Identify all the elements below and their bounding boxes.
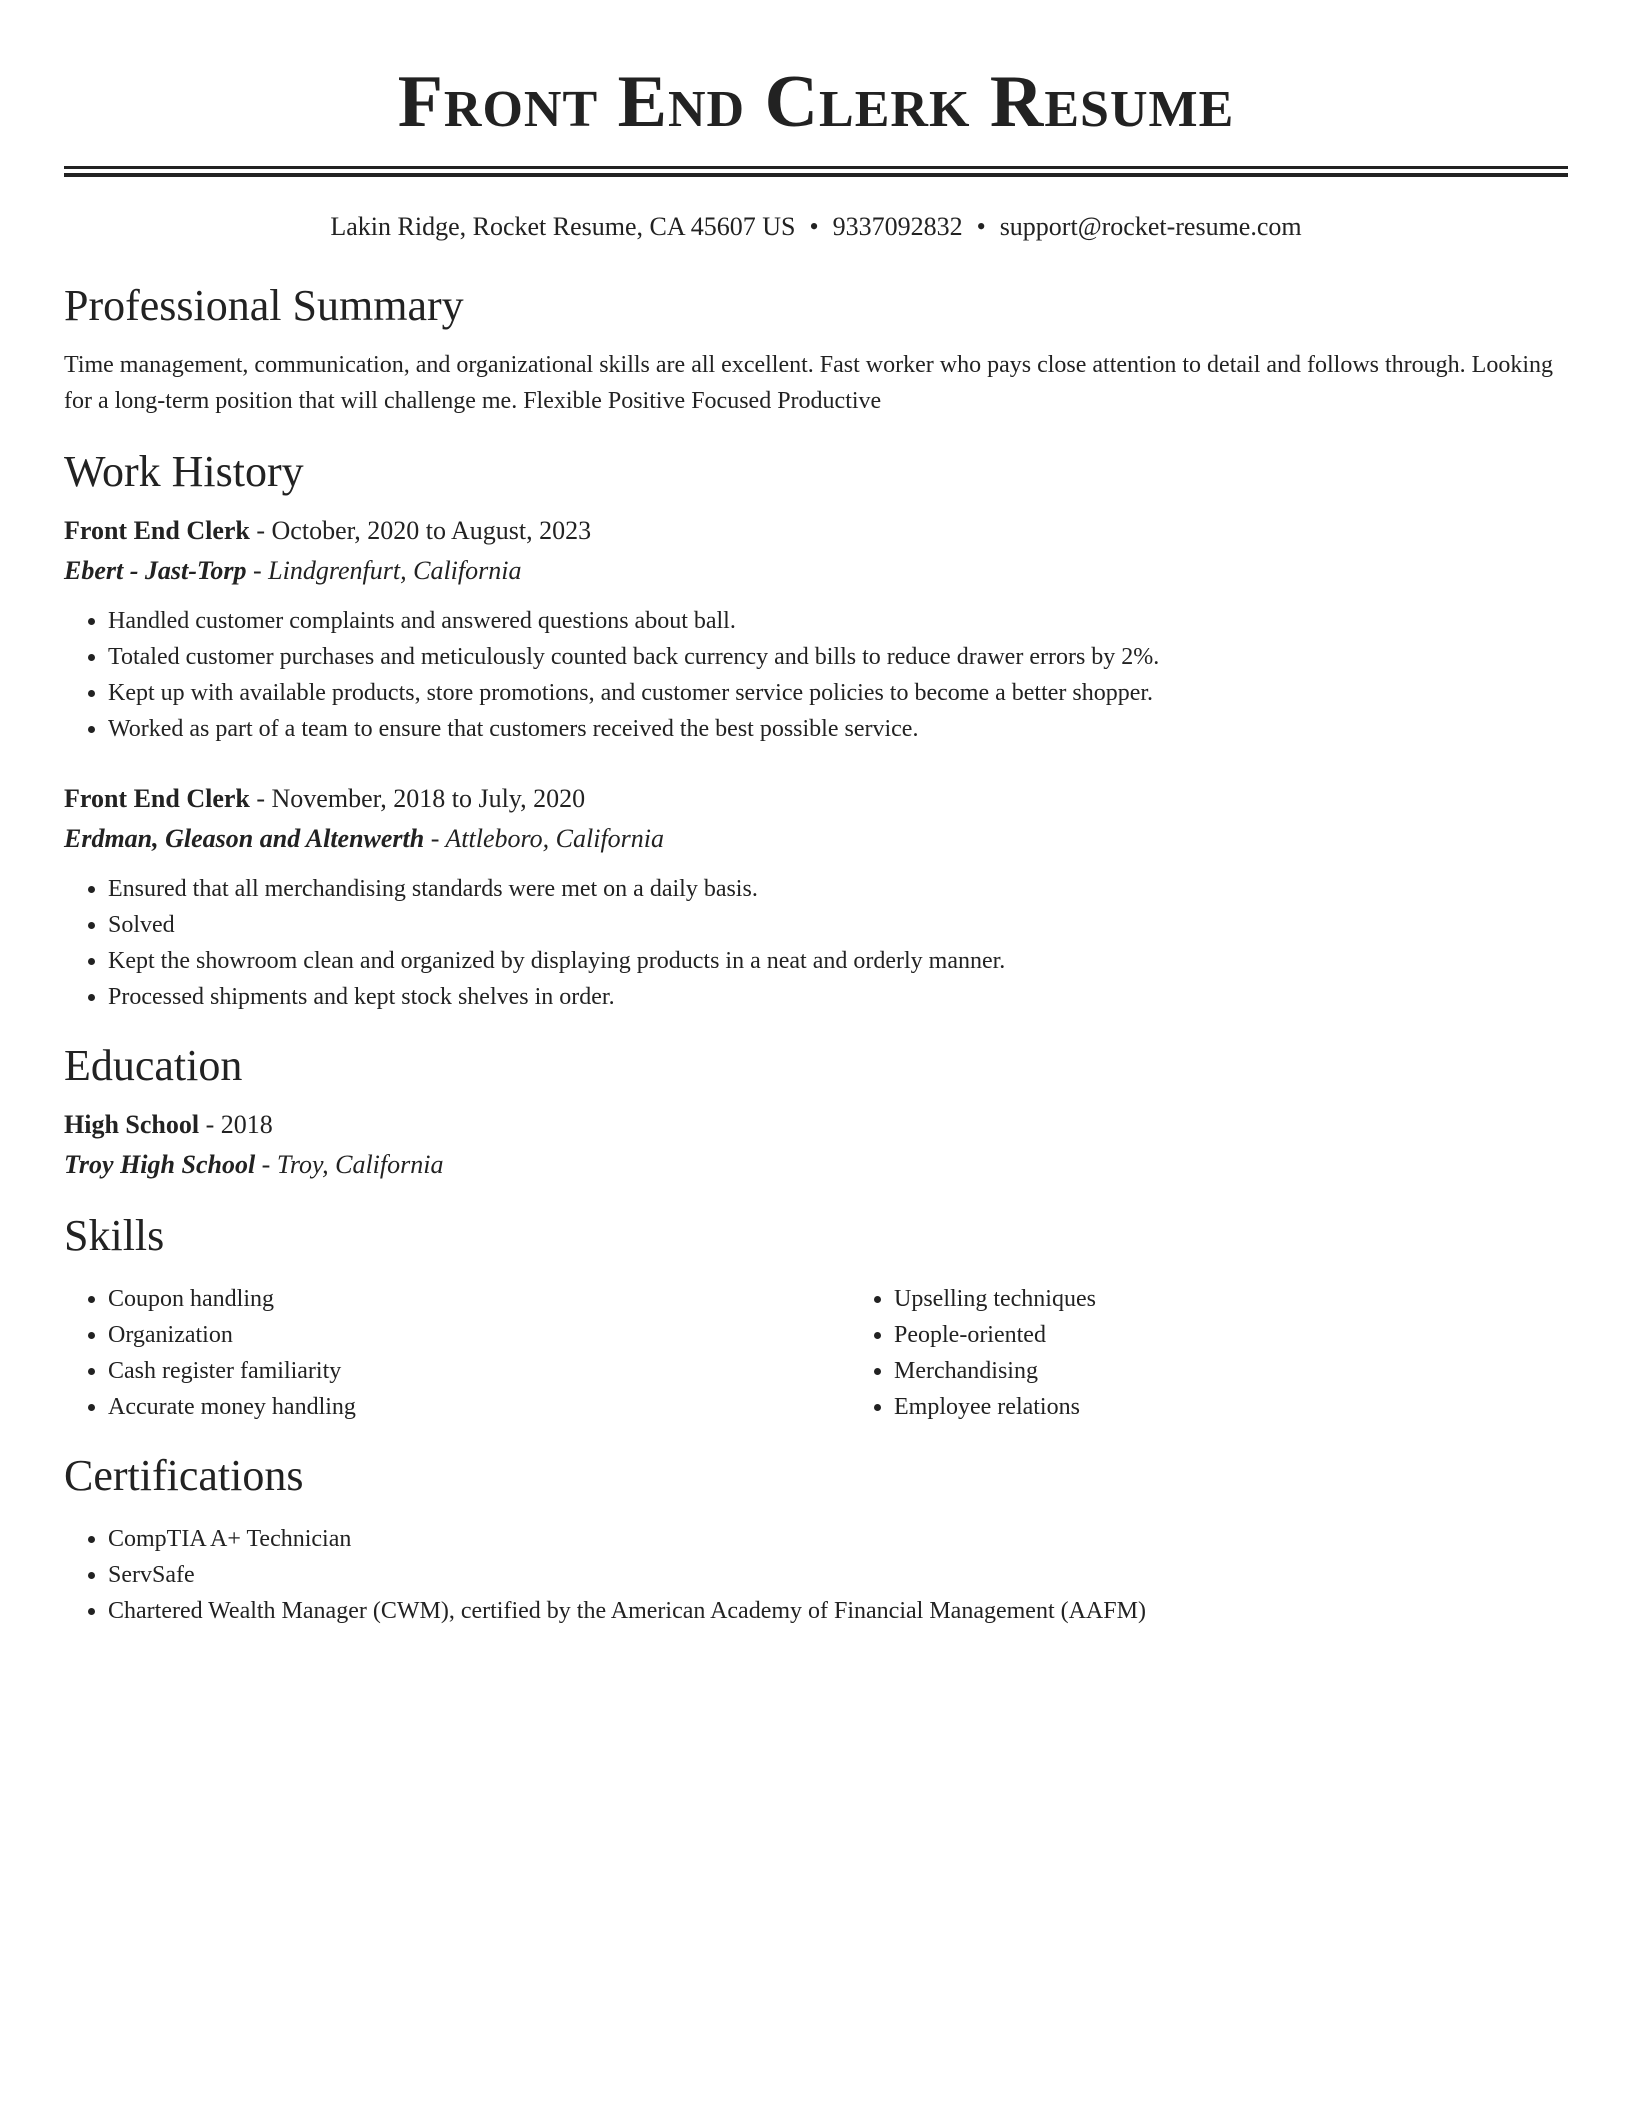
certification-item: • Chartered Wealth Manager (CWM), certified by the American Academy of Financial Management (AAFM) bbox=[108, 1593, 1568, 1629]
certifications-list bbox=[64, 1521, 1568, 1629]
job-entry bbox=[64, 511, 1568, 747]
skills-heading: Skills bbox=[64, 1211, 165, 1260]
contact-address: Lakin Ridge, Rocket Resume, CA 45607 US bbox=[330, 212, 796, 241]
contact-email: support@rocket-resume.com bbox=[999, 212, 1302, 241]
job-header bbox=[64, 511, 1568, 551]
skill-item: • Coupon handling bbox=[108, 1281, 850, 1317]
education-entry bbox=[64, 1105, 1568, 1185]
skill-item: • Accurate money handling bbox=[108, 1389, 850, 1425]
job-entry bbox=[64, 779, 1568, 1015]
education-school: Troy High School bbox=[64, 1150, 256, 1179]
job-location: - Lindgrenfurt, California bbox=[246, 556, 522, 585]
certification-item: • CompTIA A+ Technician bbox=[108, 1521, 1568, 1557]
skill-item: • Organization bbox=[108, 1317, 850, 1353]
contact-separator: • bbox=[976, 212, 986, 241]
job-duty: • Totaled customer purchases and meticulously counted back currency and bills to reduce drawer errors by 2%. bbox=[108, 639, 1568, 675]
skill-item: • Merchandising bbox=[894, 1353, 1568, 1389]
contact-line bbox=[64, 211, 1568, 243]
job-company: Erdman, Gleason and Altenwerth bbox=[64, 824, 425, 853]
contact-separator: • bbox=[809, 212, 819, 241]
job-employer bbox=[64, 819, 1568, 859]
skill-item: • Upselling techniques bbox=[894, 1281, 1568, 1317]
job-company: Ebert - Jast-Torp bbox=[64, 556, 247, 585]
job-duty: • Processed shipments and kept stock shelves in order. bbox=[108, 979, 1568, 1015]
job-employer bbox=[64, 551, 1568, 591]
skill-item: • Employee relations bbox=[894, 1389, 1568, 1425]
skill-item: • People-oriented bbox=[894, 1317, 1568, 1353]
job-duty: • Handled customer complaints and answered questions about ball. bbox=[108, 603, 1568, 639]
skill-item: • Cash register familiarity bbox=[108, 1353, 850, 1389]
education-year: - 2018 bbox=[199, 1110, 273, 1139]
certifications-heading: Certifications bbox=[64, 1451, 304, 1500]
summary-text: Time management, communication, and organizational skills are all excellent. Fast worker who pays close attention to detail and follows through. Looking for a long-term position that will challenge me. Flexible Positive Focused Productive bbox=[64, 352, 1553, 414]
resume-title: Front End Clerk Resume bbox=[397, 61, 1235, 143]
job-duty: • Kept the showroom clean and organized by displaying products in a neat and orderly manner. bbox=[108, 943, 1568, 979]
job-location: - Attleboro, California bbox=[424, 824, 665, 853]
skills-list-left bbox=[64, 1281, 850, 1425]
certifications-section bbox=[64, 1449, 1568, 1629]
work-history-heading: Work History bbox=[64, 447, 304, 496]
education-degree: High School bbox=[64, 1110, 200, 1139]
summary-heading: Professional Summary bbox=[64, 281, 464, 330]
job-title: Front End Clerk bbox=[64, 516, 250, 545]
skills-grid bbox=[64, 1281, 1568, 1425]
job-dates: - November, 2018 to July, 2020 bbox=[249, 784, 586, 813]
job-duty: • Kept up with available products, store promotions, and customer service policies to become a better shopper. bbox=[108, 675, 1568, 711]
education-section bbox=[64, 1039, 1568, 1185]
work-history-section bbox=[64, 445, 1568, 1015]
education-location: - Troy, California bbox=[255, 1150, 444, 1179]
summary-section bbox=[64, 279, 1568, 419]
job-duty: • Ensured that all merchandising standards were met on a daily basis. bbox=[108, 871, 1568, 907]
job-duty: • Worked as part of a team to ensure that customers received the best possible service. bbox=[108, 711, 1568, 747]
education-heading: Education bbox=[64, 1041, 243, 1090]
certification-item: • ServSafe bbox=[108, 1557, 1568, 1593]
job-duties-list bbox=[64, 603, 1568, 747]
job-duty: • Solved bbox=[108, 907, 1568, 943]
job-title: Front End Clerk bbox=[64, 784, 250, 813]
education-header bbox=[64, 1105, 1568, 1145]
job-header bbox=[64, 779, 1568, 819]
skills-section bbox=[64, 1209, 1568, 1425]
title-divider bbox=[64, 166, 1568, 177]
education-school-line bbox=[64, 1145, 1568, 1185]
contact-phone: 9337092832 bbox=[832, 212, 963, 241]
skills-list-right bbox=[850, 1281, 1568, 1425]
job-duties-list bbox=[64, 871, 1568, 1015]
job-dates: - October, 2020 to August, 2023 bbox=[249, 516, 592, 545]
